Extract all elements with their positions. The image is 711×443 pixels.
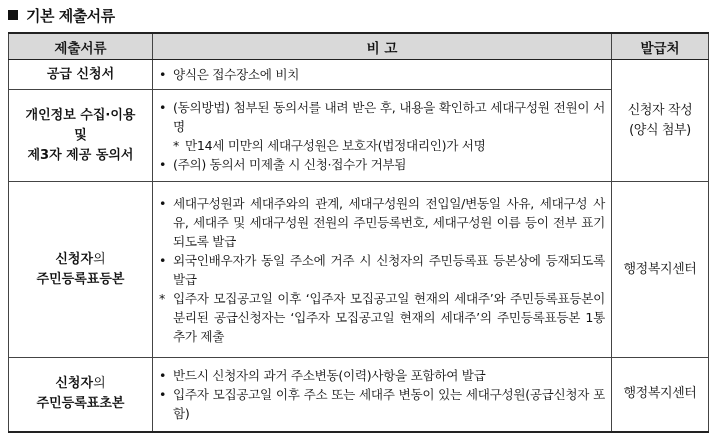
document-name: 신청자의 주민등록표초본 — [9, 358, 153, 432]
table-row — [9, 182, 709, 358]
remarks-cell — [153, 90, 612, 182]
remarks-cell — [153, 182, 612, 358]
issuer-cell: 신청자 작성 (양식 첨부) — [612, 60, 709, 182]
documents-table — [8, 32, 709, 433]
list-item: • 양식은 접수장소에 비치 — [159, 67, 300, 82]
table-row — [9, 90, 709, 182]
document-name: 공급 신청서 — [9, 60, 153, 90]
remarks-cell — [153, 358, 612, 432]
table-header-row — [9, 33, 709, 60]
list-item: • (주의) 동의서 미제출 시 신청·접수가 거부됨 — [159, 156, 407, 172]
header-remarks: 비 고 — [153, 33, 612, 60]
issuer-cell: 행정복지센터 — [612, 182, 709, 358]
table-row — [9, 358, 709, 432]
table-row — [9, 60, 709, 90]
section-title-text: 기본 제출서류 — [26, 6, 115, 25]
header-documents: 제출서류 — [9, 33, 153, 60]
document-name: 신청자의 주민등록표등본 — [9, 182, 153, 358]
list-item: • (동의방법) 첨부된 동의서를 내려 받은 후, 내용을 확인하고 세대구성원 전원이 서명 — [159, 99, 605, 134]
square-bullet-icon — [8, 10, 18, 20]
section-title — [8, 4, 115, 26]
list-item: • 반드시 신청자의 과거 주소변동(이력)사항을 포함하여 발급 — [159, 367, 486, 383]
issuer-cell: 행정복지센터 — [612, 358, 709, 432]
document-name: 개인정보 수집·이용 및 제3자 제공 동의서 — [9, 90, 153, 182]
list-item: • 세대구성원과 세대주와의 관계, 세대구성원의 전입일/변동일 사유, 세대구성 사유, 세대주 및 세대구성원 전원의 주민등록번호, 세대구성원 이름 등이 전부 표기되도록 발급 — [159, 195, 605, 249]
list-item: • 입주자 모집공고일 이후 주소 또는 세대주 변동이 있는 세대구성원(공급신청자 포함) — [159, 386, 605, 421]
list-item: • 외국인배우자가 동일 주소에 거주 시 신청자의 주민등록표 등본상에 등재되도록 발급 — [159, 252, 605, 287]
list-note: * 입주자 모집공고일 이후 ‘입주자 모집공고일 현재의 세대주’와 주민등록표등본이 분리된 공급신청자는 ‘입주자 모집공고일 현재의 세대주’의 주민등록표등본 1통 추가 제출 — [159, 290, 605, 344]
remarks-cell — [153, 60, 612, 90]
header-issuer: 발급처 — [612, 33, 709, 60]
list-note: * 만14세 미만의 세대구성원은 보호자(법정대리인)가 서명 — [173, 137, 486, 153]
